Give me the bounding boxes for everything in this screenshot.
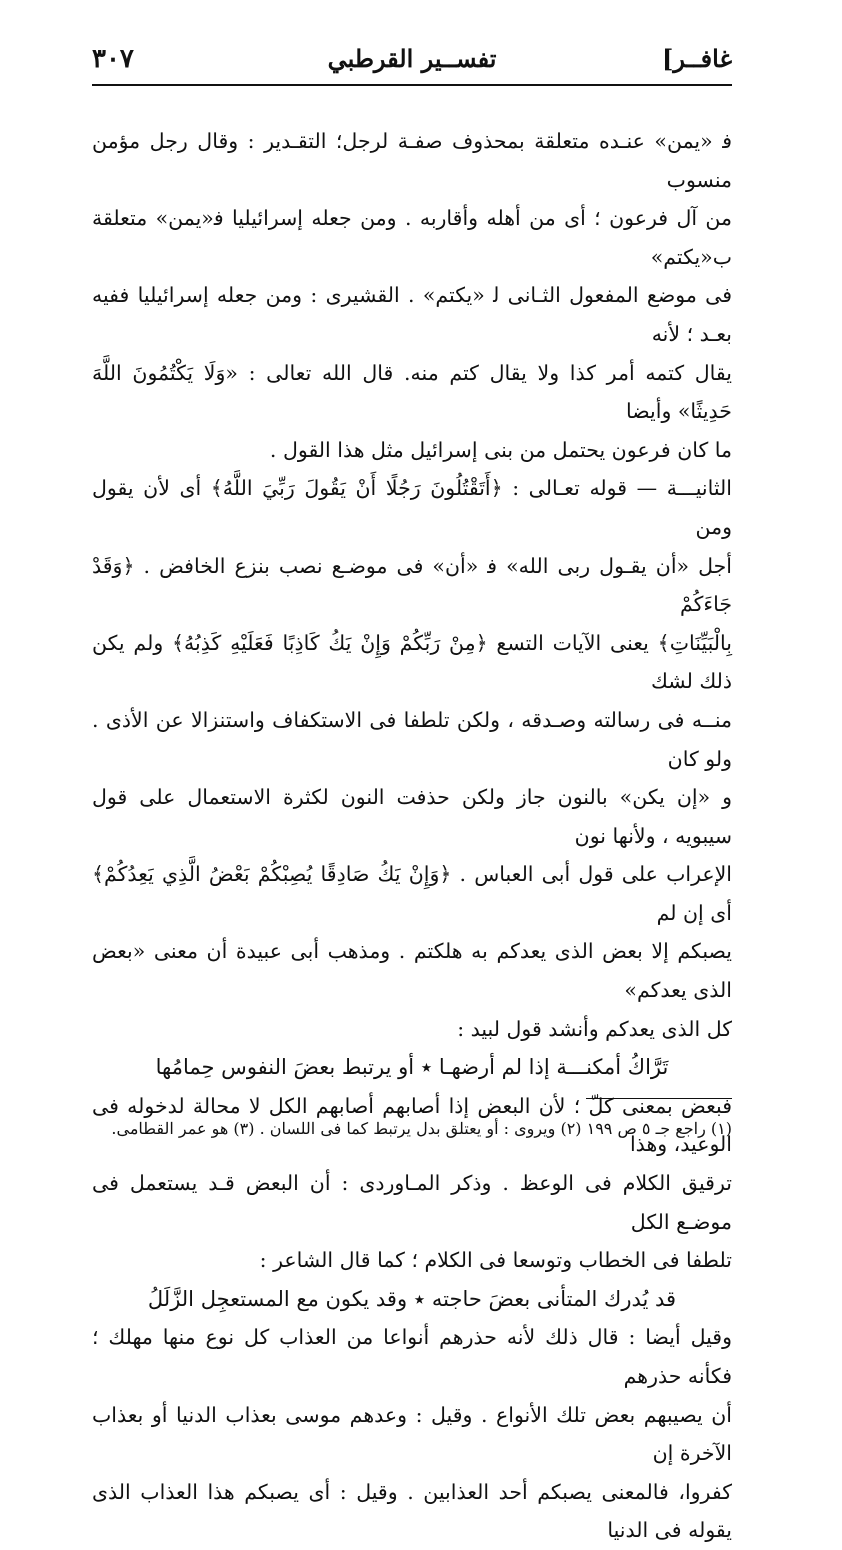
- header-rule: [92, 84, 732, 86]
- page-header: [92, 40, 732, 84]
- text-line: فى موضع المفعول الثـانى ﻟ «يكتم» . القشيرى : ومن جعله إسرائيليا ففيه بعـد ؛ لأنه: [92, 283, 732, 346]
- running-title: تفســير القرطبي: [327, 44, 497, 73]
- text-line: أن يصيبهم بعض تلك الأنواع . وقيل : وعدهم موسى بعذاب الدنيا أو بعذاب الآخرة إن: [92, 1402, 732, 1466]
- text-line: ﻓ «يمن» عنـده متعلقة بمحذوف صفـة لرجل؛ التقـدير : وقال رجل مؤمن منسوب: [92, 129, 732, 192]
- text-line: من آل فرعون ؛ أى من أهله وأقاربه . ومن جعله إسرائيليا ﻓ«يمن» متعلقة ب«يكتم»: [92, 206, 732, 269]
- text-line: يقال كتمه أمر كذا ولا يقال كتم منه. قال الله تعالى : «وَلَا يَكْتُمُونَ اللَّهَ حَدِيثًا» وأيضا: [92, 360, 732, 424]
- text-line: منــه فى رسالته وصـدقه ، ولكن تلطفا فى الاستكفاف واستنزالا عن الأذى . ولو كان: [92, 707, 732, 771]
- poetry-verse: قد يُدرك المتأنى بعضَ حاجته ٭ وقد يكون مع المستعجِل الزَّلَلُ: [147, 1286, 677, 1311]
- text-line: الثانيـــة — قوله تعـالى : ﴿أَتَقْتُلُونَ رَجُلًا أَنْ يَقُولَ رَبِّيَ اللَّهُ﴾ أى لأن يقول ومن: [92, 476, 732, 539]
- main-text: [92, 122, 732, 1550]
- text-line: يصبكم إلا بعض الذى يعدكم به هلكتم . ومذهب أبى عبيدة أن معنى «بعض الذى يعدكم»: [92, 939, 732, 1003]
- text-line: كفروا، فالمعنى يصبكم أحد العذابين . وقيل : أى يصبكم هذا العذاب الذى يقوله فى الدنيا: [92, 1479, 732, 1543]
- text-line: ما كان فرعون يحتمل من بنى إسرائيل مثل هذا القول .: [269, 437, 732, 462]
- text-line: ترقيق الكلام فى الوعظ . وذكر المـاوردى : أن البعض قـد يستعمل فى موضـع الكل: [92, 1171, 732, 1234]
- text-line: فبعض بمعنى كلّ ؛ لأن البعض إذا أصابهم أصابهم الكل لا محالة لدخوله فى الوعيد، وهذا: [92, 1093, 732, 1157]
- text-line: و «إن يكن» بالنون جاز ولكن حذفت النون لكثرة الاستعمال على قول سيبويه ، ولأنها نون: [92, 785, 732, 848]
- surah-name: غافــر]: [662, 44, 732, 73]
- page-number: ٣٠٧: [92, 44, 134, 74]
- text-line: تلطفا فى الخطاب وتوسعا فى الكلام ؛ كما قال الشاعر :: [259, 1248, 732, 1273]
- text-line: وقيل أيضا : قال ذلك لأنه حذرهم أنواعا من العذاب كل نوع منها مهلك ؛ فكأنه حذرهم: [92, 1325, 732, 1388]
- footnotes: (١) راجع جـ ٥ ص ١٩٩ (٢) ويروى : أو يعتلق بدل يرتبط كما فى اللسان . (٣) هو عمر القطامى.: [111, 1119, 732, 1138]
- poetry-verse: تَرَّاكُ أمكنـــة إذا لم أرضهـا ٭ أو يرتبط بعضَ النفوس حِمامُها: [155, 1055, 669, 1080]
- text-line: أجل «أن يقـول ربى الله» ﻓ «أن» فى موضـع نصب بنزع الخافض . ﴿وَقَدْ جَاءَكُمْ: [92, 553, 732, 617]
- footnote-rule: [586, 1098, 732, 1099]
- text-line: بِالْبَيِّنَاتِ﴾ يعنى الآيات التسع ﴿مِنْ رَبِّكُمْ وَإِنْ يَكُ كَاذِبًا فَعَلَيْهِ كَذِبُهُ﴾ ولم يكن ذلك لشك: [92, 630, 732, 694]
- text-line: الإعراب على قول أبى العباس . ﴿وَإِنْ يَكُ صَادِقًا يُصِبْكُمْ بَعْضُ الَّذِي يَعِدُكُمْ﴾ أى إن لم: [92, 862, 732, 925]
- text-line: كل الذى يعدكم وأنشد قول لبيد :: [457, 1016, 732, 1041]
